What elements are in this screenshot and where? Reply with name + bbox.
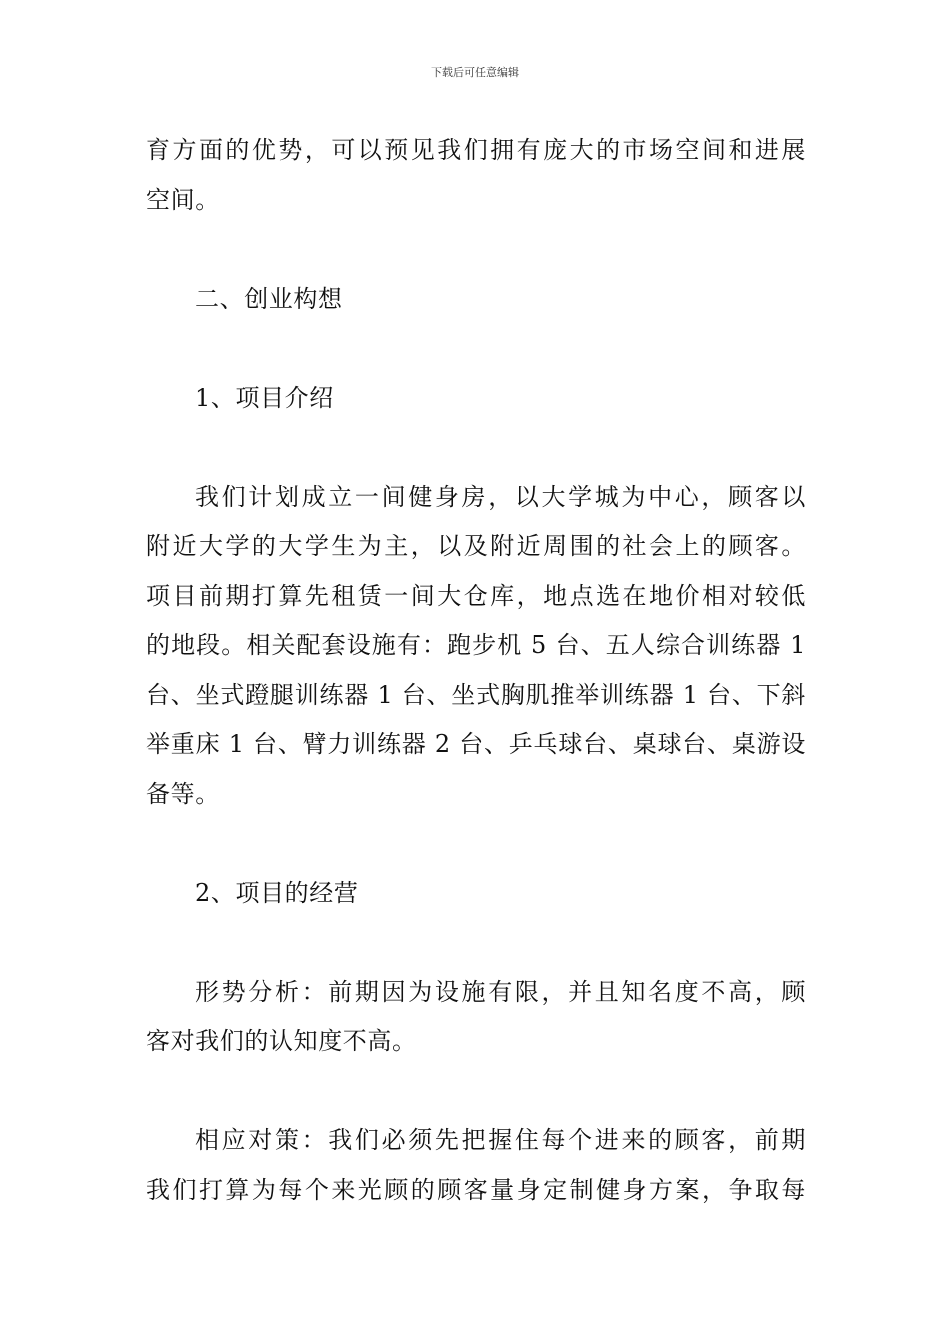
text-line: 空间。 bbox=[146, 185, 220, 214]
text-line: 相应对策：我们必须先把握住每个进来的顾客，前期 bbox=[195, 1126, 806, 1154]
text-line: 育方面的优势，可以预见我们拥有庞大的市场空间和进展 bbox=[146, 136, 806, 164]
section-title: 二、创业构想 bbox=[195, 284, 343, 313]
text-line: 客对我们的认知度不高。 bbox=[146, 1027, 417, 1055]
text-line: 附近大学的大学生为主，以及附近周围的社会上的顾客。 bbox=[146, 532, 806, 560]
text-line: 的地段。相关配套设施有：跑步机 5 台、五人综合训练器 1 bbox=[146, 631, 806, 659]
subsection-heading bbox=[146, 374, 806, 424]
text-line: 台、坐式蹬腿训练器 1 台、坐式胸肌推举训练器 1 台、下斜 bbox=[146, 680, 806, 709]
paragraph-spacer bbox=[146, 324, 806, 374]
subsection-title-project-intro: 1、项目介绍 bbox=[195, 383, 334, 412]
paragraph-spacer bbox=[146, 225, 806, 275]
paragraph-situation-analysis bbox=[146, 968, 806, 1067]
subsection-heading bbox=[146, 869, 806, 919]
paragraph-spacer bbox=[146, 1067, 806, 1117]
paragraph-countermeasures bbox=[146, 1116, 806, 1215]
subsection-title-operations: 2、项目的经营 bbox=[195, 878, 359, 907]
page-header-note: 下载后可任意编辑 bbox=[431, 66, 519, 79]
paragraph-project-intro bbox=[146, 473, 806, 820]
paragraph-intro-continued bbox=[146, 126, 806, 225]
paragraph-spacer bbox=[146, 423, 806, 473]
paragraph-spacer bbox=[146, 918, 806, 968]
text-line: 我们计划成立一间健身房，以大学城为中心，顾客以 bbox=[195, 482, 806, 511]
text-line: 我们打算为每个来光顾的顾客量身定制健身方案，争取每 bbox=[146, 1175, 806, 1204]
text-line: 项目前期打算先租赁一间大仓库，地点选在地价相对较低 bbox=[146, 581, 806, 610]
section-heading bbox=[146, 275, 806, 325]
text-line: 备等。 bbox=[146, 779, 220, 808]
text-line: 举重床 1 台、臂力训练器 2 台、乒乓球台、桌球台、桌游设 bbox=[146, 730, 806, 758]
text-line: 形势分析：前期因为设施有限，并且知名度不高，顾 bbox=[195, 977, 806, 1006]
document-body bbox=[146, 126, 806, 1215]
paragraph-spacer bbox=[146, 819, 806, 869]
